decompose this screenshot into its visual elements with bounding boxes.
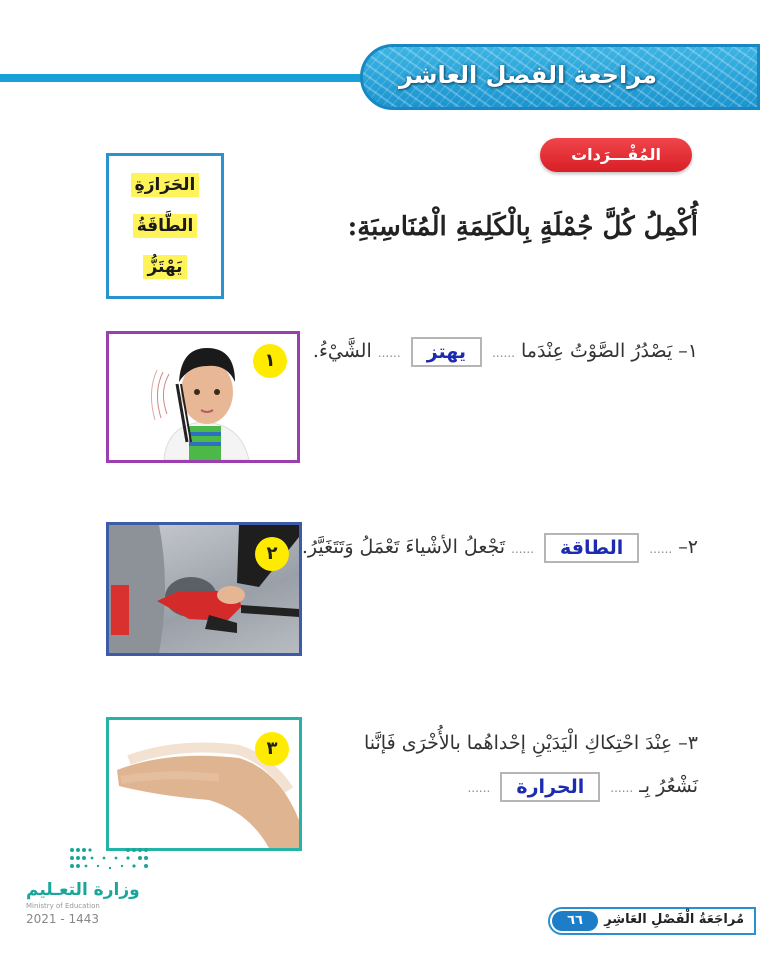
item-number-badge: ٢ (255, 537, 289, 571)
page-number: ٦٦ (552, 911, 598, 931)
question-1-suffix: الشَّيْءُ. (312, 340, 372, 362)
word-bank-item: الطَّاقَةُ (133, 214, 198, 238)
blank-dots: ...... (649, 542, 673, 556)
chapter-review-title: مراجعة الفصل العاشر (398, 61, 657, 89)
question-2 (302, 533, 698, 563)
question-3-line-1: ٣– عِنْدَ احْتِكاكِ الْيَدَيْنِ إحْداهُما بالأُخْرَى فَإنَّنا (364, 732, 698, 754)
blank-dots: ...... (610, 781, 634, 795)
fuel-nozzle-image (106, 522, 302, 656)
answer-field-2[interactable]: الطاقة (544, 533, 639, 563)
question-1 (313, 337, 698, 367)
word-bank-item: الحَرَارَةِ (131, 173, 200, 197)
ministry-name-arabic: وزارة التعـليم (26, 880, 140, 900)
item-number-badge: ٣ (255, 732, 289, 766)
answer-field-1[interactable]: يهتز (411, 337, 482, 367)
word-bank-item: يَهْتَزُّ (143, 255, 186, 279)
word-bank (106, 153, 224, 299)
edition-year: 2021 - 1443 (26, 912, 100, 926)
blank-dots: ...... (492, 346, 515, 360)
chapter-review-banner (360, 44, 760, 110)
page-footer (548, 907, 756, 935)
blank-dots: ...... (511, 542, 534, 556)
vocabulary-label: المُفْـــرَدات (540, 138, 692, 172)
header-rule (0, 74, 380, 82)
ministry-logo-dots (68, 846, 158, 874)
answer-field-3[interactable]: الحرارة (500, 772, 600, 802)
question-3-line-2 (467, 772, 698, 802)
boy-vibrating-stick-image (106, 331, 300, 463)
question-1-prefix: ١– يَصْدُرُ الصَّوْتُ عِنْدَما (520, 340, 698, 362)
hands-rubbing-image (106, 717, 302, 851)
ministry-name-english: Ministry of Education (26, 902, 100, 910)
question-2-prefix: ٢– (678, 536, 698, 558)
question-3-prefix: نَشْعُرُ بِـ (639, 775, 698, 797)
footer-chapter-title: مُراجَعَةُ الْفَصْلِ العَاشِرِ (604, 912, 744, 927)
blank-dots: ...... (467, 781, 491, 795)
instruction-heading: أُكْمِلُ كُلَّ جُمْلَةٍ بِالْكَلِمَةِ الْمُنَاسِبَةِ: (347, 212, 698, 242)
question-2-suffix: تَجْعلُ الأشْياءَ تَعْمَلُ وَتَتَغَيَّرُ. (301, 536, 506, 558)
item-number-badge: ١ (253, 344, 287, 378)
blank-dots: ...... (377, 346, 401, 360)
